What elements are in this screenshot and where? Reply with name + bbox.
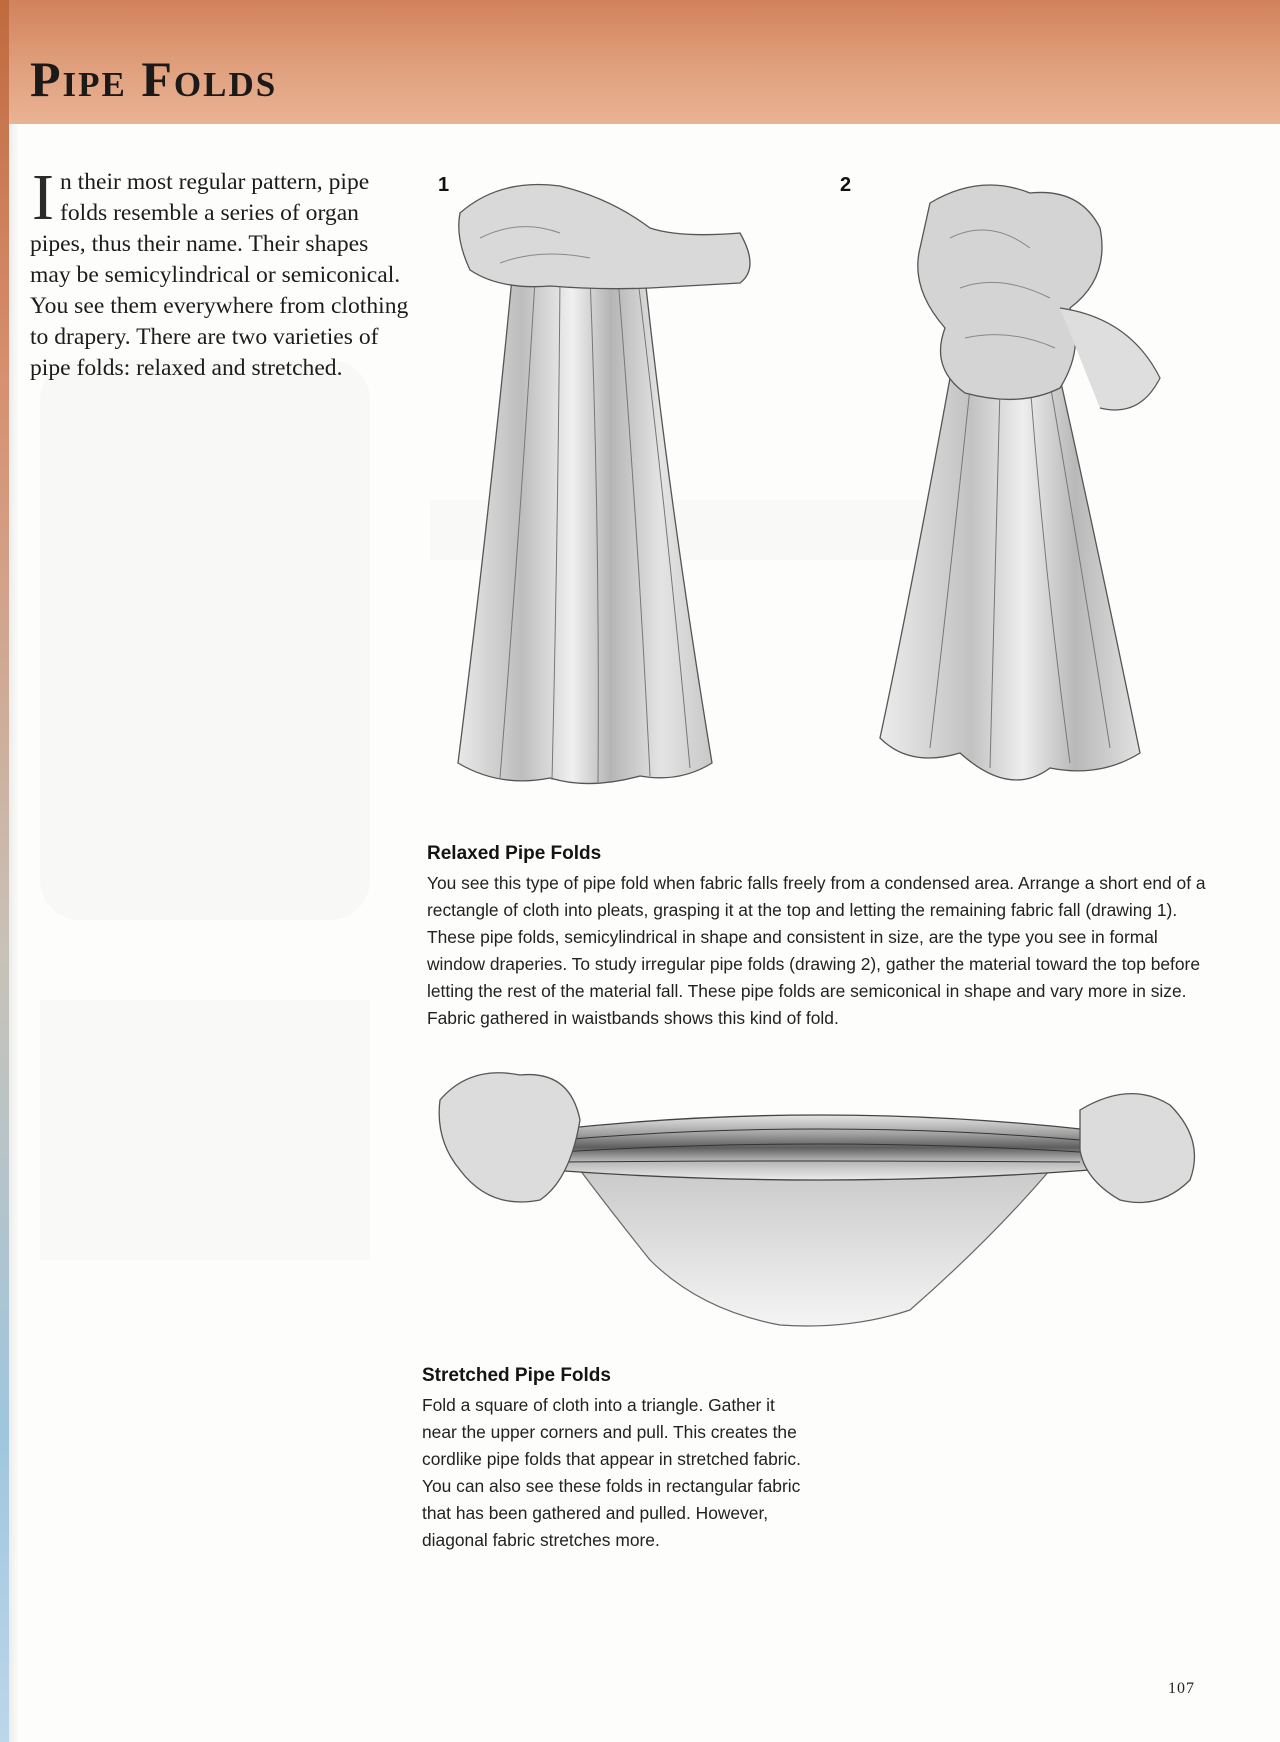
drawing-2-label: 2 [840,174,852,196]
irregular-pipe-folds-drawing [870,178,1170,818]
relaxed-body: You see this type of pipe fold when fabric falls freely from a condensed area. Arrange a short end of a rectangle of cloth into pleats, grasping it at the top and letting the remaining fabric fall (drawing 1). These pipe folds, semicylindrical in shape and consistent in size, are the type you see in formal window draperies. To study irregular pipe folds (drawing 2), gather the material toward the top before letting the rest of the material fall. These pipe folds are semiconical in shape and vary more in size. Fabric gathered in waistbands shows this kind of fold. [427,873,1206,1028]
relaxed-heading: Relaxed Pipe Folds [427,843,602,864]
page-edge-strip [0,0,9,1742]
page-number: 107 [1168,1680,1195,1697]
page-title: Pipe Folds [30,51,278,107]
binding-shadow [9,124,19,1742]
bleed-through-left [40,360,370,920]
relaxed-pipe-folds-drawing [440,178,760,818]
intro-text: n their most regular pattern, pipe folds resemble a series of organ pipes, thus their name. Their shapes may be semicylindrical or semiconical. You see them everywhere from clothing to drapery. There are two varieties of pipe folds: relaxed and stretched. [30,169,409,381]
stretched-body: Fold a square of cloth into a triangle. Gather it near the upper corners and pull. This creates the cordlike pipe folds that appear in stretched fabric. You can also see these folds in rectangular fabric that has been gathered and pulled. However, diagonal fabric stretches more. [422,1395,801,1550]
stretched-heading: Stretched Pipe Folds [422,1365,611,1386]
intro-paragraph [30,161,410,384]
stretched-pipe-folds-drawing [430,1060,1210,1340]
drop-cap: I [32,161,54,234]
drawing-1-label: 1 [438,174,450,196]
bleed-through-lower [40,1000,370,1260]
